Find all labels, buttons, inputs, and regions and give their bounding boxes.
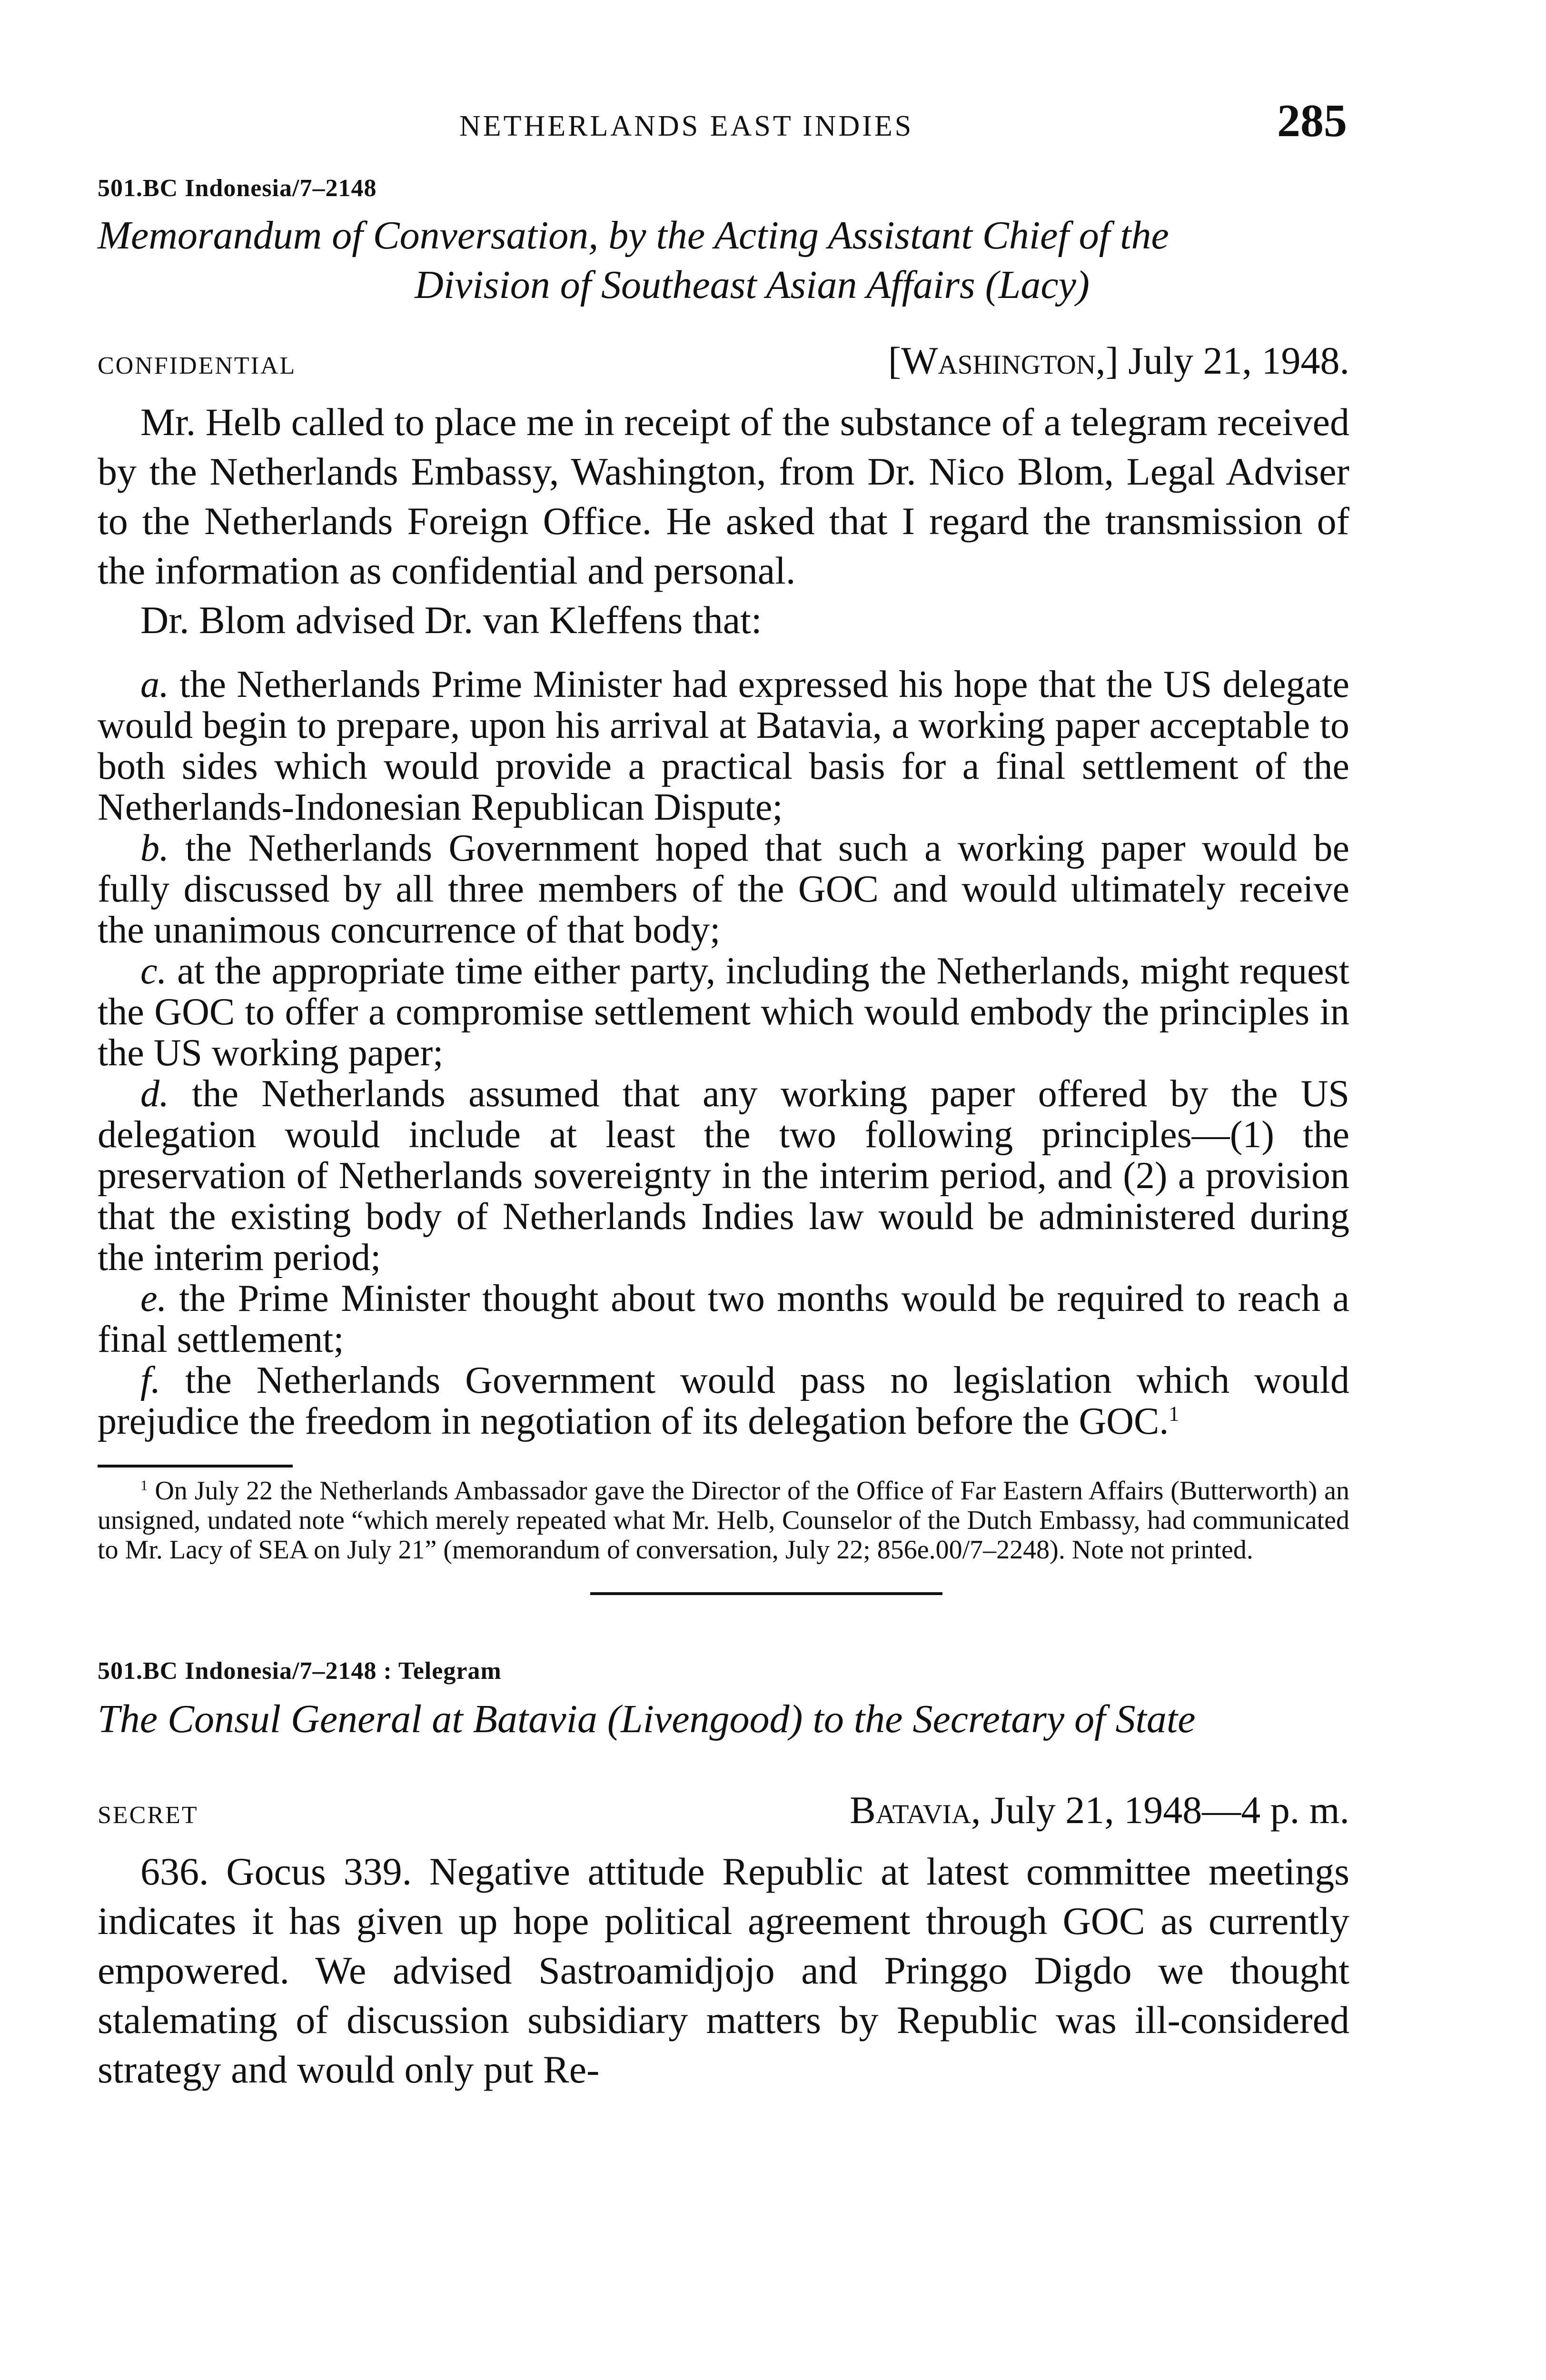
- document-title-line-1: Memorandum of Conversation, by the Acting Assistant Chief of the: [98, 213, 1169, 258]
- footnote-text: On July 22 the Netherlands Ambassador gave the Director of the Office of Far Eastern Affairs (Butterworth) an unsigned, undated note “which merely repeated what Mr. Helb, Counselor of the Dutch Embassy, had communicated to Mr. Lacy of SEA on July 21” (memorandum of conversation, July 22; 856e.00/7–2248). Note not printed.: [98, 1476, 1350, 1565]
- file-reference: 501.BC Indonesia/7–2148 : Telegram: [98, 1657, 502, 1685]
- dateline-date: July 21, 1948—4 p. m.: [991, 1788, 1349, 1832]
- list-item-text: the Netherlands Prime Minister had expressed his hope that the US delegate would begin to prepare, upon his arrival at Batavia, a working paper acceptable to both sides which would provide a practical basis for a final settlement of the Netherlands-Indonesian Republican Dispute;: [98, 664, 1349, 828]
- list-item-letter: b.: [140, 827, 169, 869]
- page-number: 285: [1277, 95, 1347, 147]
- list-item-letter: d.: [140, 1073, 169, 1115]
- list-item: [98, 1278, 1349, 1360]
- list-item-text: the Netherlands Government hoped that such a working paper would be fully discussed by all three members of the GOC and would ultimately receive the unanimous concurrence of that body;: [98, 827, 1350, 951]
- list-item: [98, 1073, 1349, 1278]
- body-paragraph: Mr. Helb called to place me in receipt of the substance of a telegram received by the Netherlands Embassy, Washington, from Dr. Nico Blom, Legal Adviser to the Netherlands Foreign Office. He asked that I regard the transmission of the information as confidential and personal.: [98, 400, 1349, 592]
- list-item-letter: e.: [140, 1278, 167, 1319]
- classification-label: CONFIDENTIAL: [98, 352, 297, 379]
- dateline-place: Batavia,: [850, 1788, 981, 1832]
- document-page: [98, 86, 1349, 2094]
- list-item-letter: f.: [140, 1359, 161, 1401]
- list-item-text: the Netherlands assumed that any working paper offered by the US delegation would include at least the two following principles—(1) the preservation of Netherlands sovereignty in the interim period, and (2) a provision that the existing body of Netherlands Indies law would be administered during the interim period;: [98, 1073, 1350, 1279]
- dateline-date: July 21, 1948.: [1128, 339, 1349, 382]
- advice-list: [98, 664, 1349, 1442]
- dateline-place: [Washington,]: [888, 339, 1119, 382]
- list-item: [98, 1360, 1349, 1442]
- running-title: NETHERLANDS EAST INDIES: [459, 110, 914, 142]
- footnote-marker: 1: [140, 1477, 148, 1494]
- footnote-reference: 1: [1169, 1402, 1179, 1426]
- dateline-text: [850, 1788, 1349, 1833]
- document-title: The Consul General at Batavia (Livengood) to the Secretary of State: [98, 1697, 1196, 1741]
- list-item-text: the Prime Minister thought about two months would be required to reach a final settlement;: [98, 1278, 1350, 1360]
- dateline: [98, 338, 1349, 383]
- section-separator: [590, 1592, 942, 1595]
- list-item: [98, 951, 1349, 1073]
- list-item-text: the Netherlands Government would pass no legislation which would prejudice the freedom in negotiation of its delegation before the GOC.: [98, 1359, 1350, 1442]
- running-head: [98, 86, 1349, 157]
- footnote: [98, 1476, 1349, 1565]
- classification-label: SECRET: [98, 1802, 198, 1829]
- document-title: [98, 211, 1349, 310]
- list-item: [98, 664, 1349, 828]
- body-paragraph: 636. Gocus 339. Negative attitude Republic at latest committee meetings indicates it has given up hope political agreement through GOC as currently empowered. We advised Sastroamidjojo and Pringgo Digdo we thought stalemating of discussion subsidiary matters by Republic was ill-considered strategy and would only put Re-: [98, 1850, 1349, 2091]
- list-item-letter: a.: [140, 664, 169, 705]
- list-item: [98, 828, 1349, 951]
- list-item-text: at the appropriate time either party, including the Netherlands, might request the GOC to offer a compromise settlement which would embody the principles in the US working paper;: [98, 950, 1350, 1074]
- document-title-line-2: Division of Southeast Asian Affairs (Lacy): [415, 263, 1090, 307]
- file-reference: 501.BC Indonesia/7–2148: [98, 175, 377, 202]
- footnote-rule: [98, 1465, 293, 1468]
- dateline-text: [888, 338, 1349, 383]
- list-item-letter: c.: [140, 950, 167, 992]
- body-paragraph: Dr. Blom advised Dr. van Kleffens that:: [140, 598, 762, 642]
- dateline: [98, 1788, 1349, 1833]
